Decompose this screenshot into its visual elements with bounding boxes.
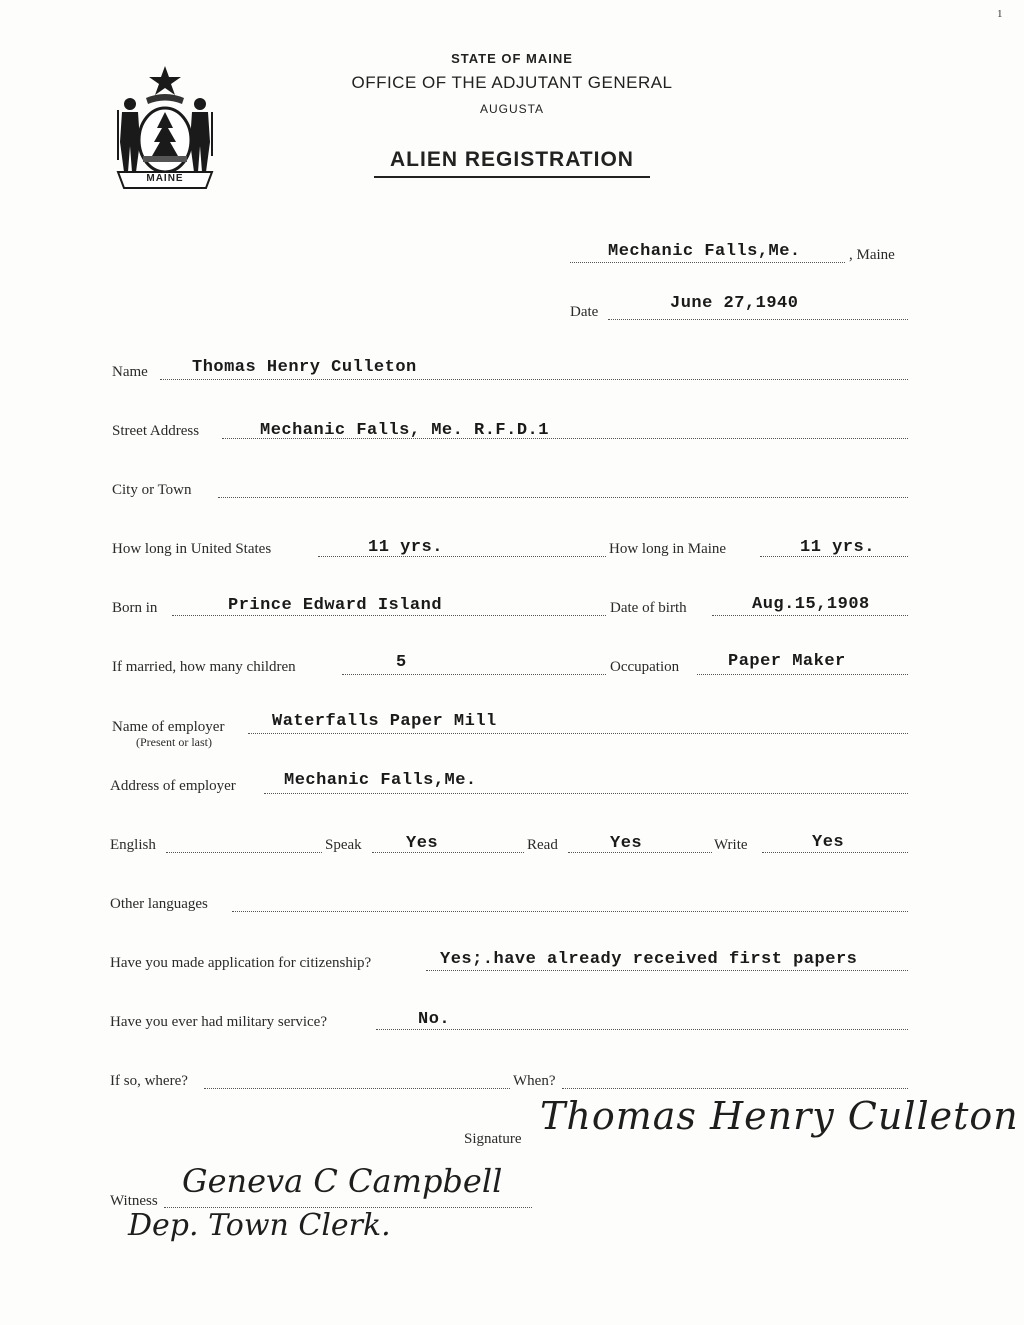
english-label: English — [110, 837, 156, 853]
born-label: Born in — [112, 600, 158, 616]
employer-address-label: Address of employer — [110, 778, 236, 794]
children-line — [342, 674, 606, 675]
employer-address-value: Mechanic Falls,Me. — [284, 771, 477, 790]
form-title: ALIEN REGISTRATION — [390, 148, 634, 171]
citizenship-value: Yes;.have already received first papers — [440, 950, 858, 969]
employer-value: Waterfalls Paper Mill — [272, 712, 497, 731]
occupation-label: Occupation — [610, 659, 680, 675]
military-value: No. — [418, 1010, 451, 1029]
date-value: June 27,1940 — [670, 294, 799, 313]
us-stay-label: How long in United States — [112, 541, 272, 557]
us-stay-value: 11 yrs. — [368, 538, 443, 557]
name-value: Thomas Henry Culleton — [192, 358, 417, 377]
citizenship-label: Have you made application for citizenship? — [110, 955, 372, 971]
employer-line — [248, 733, 908, 734]
speak-value: Yes — [406, 834, 439, 853]
military-label: Have you ever had military service? — [110, 1014, 327, 1030]
occupation-line — [697, 674, 908, 675]
employer-address-line — [264, 793, 908, 794]
seal-text: MAINE — [146, 173, 184, 184]
born-value: Prince Edward Island — [228, 596, 443, 615]
where-line — [204, 1088, 510, 1089]
signature-value: Thomas Henry Culleton — [540, 1094, 1019, 1138]
name-label: Name — [112, 364, 148, 380]
date-label: Date — [570, 304, 599, 320]
dob-line — [712, 615, 908, 616]
street-value: Mechanic Falls, Me. R.F.D.1 — [260, 421, 549, 440]
maine-stay-value: 11 yrs. — [800, 538, 875, 557]
when-label: When? — [513, 1073, 556, 1089]
office-city: AUGUSTA — [479, 102, 545, 116]
occupation-value: Paper Maker — [728, 652, 846, 671]
other-languages-label: Other languages — [110, 896, 208, 912]
military-line — [376, 1029, 908, 1030]
dob-label: Date of birth — [610, 600, 687, 616]
when-line — [562, 1088, 908, 1089]
citizenship-line — [426, 970, 908, 971]
employer-sublabel: (Present or last) — [136, 735, 212, 749]
place-suffix: , Maine — [849, 247, 895, 263]
speak-label: Speak — [325, 837, 362, 853]
dob-value: Aug.15,1908 — [752, 595, 870, 614]
us-stay-line — [318, 556, 606, 557]
write-line — [762, 852, 908, 853]
city-line — [218, 497, 908, 498]
page-mark: 1 — [997, 8, 1003, 20]
children-value: 5 — [396, 653, 407, 672]
speak-line — [372, 852, 524, 853]
name-line — [160, 379, 908, 380]
where-label: If so, where? — [110, 1073, 188, 1089]
title-underline — [374, 176, 650, 178]
office-name: OFFICE OF THE ADJUTANT GENERAL — [351, 73, 673, 92]
place-line — [570, 262, 845, 263]
state-name: STATE OF MAINE — [451, 51, 573, 66]
witness-name: Geneva C Campbell — [182, 1162, 503, 1200]
children-label: If married, how many children — [112, 659, 296, 675]
read-value: Yes — [610, 834, 643, 853]
witness-label: Witness — [110, 1193, 158, 1209]
witness-title: Dep. Town Clerk. — [128, 1208, 391, 1243]
city-label: City or Town — [112, 482, 192, 498]
write-label: Write — [714, 837, 748, 853]
place-value: Mechanic Falls,Me. — [608, 242, 801, 261]
signature-label: Signature — [464, 1131, 522, 1147]
street-label: Street Address — [112, 423, 200, 439]
maine-stay-label: How long in Maine — [609, 541, 727, 557]
other-languages-line — [232, 911, 908, 912]
read-label: Read — [527, 837, 558, 853]
write-value: Yes — [812, 833, 845, 852]
date-line — [608, 319, 908, 320]
english-line — [166, 852, 322, 853]
born-line — [172, 615, 606, 616]
employer-label: Name of employer — [112, 719, 225, 735]
